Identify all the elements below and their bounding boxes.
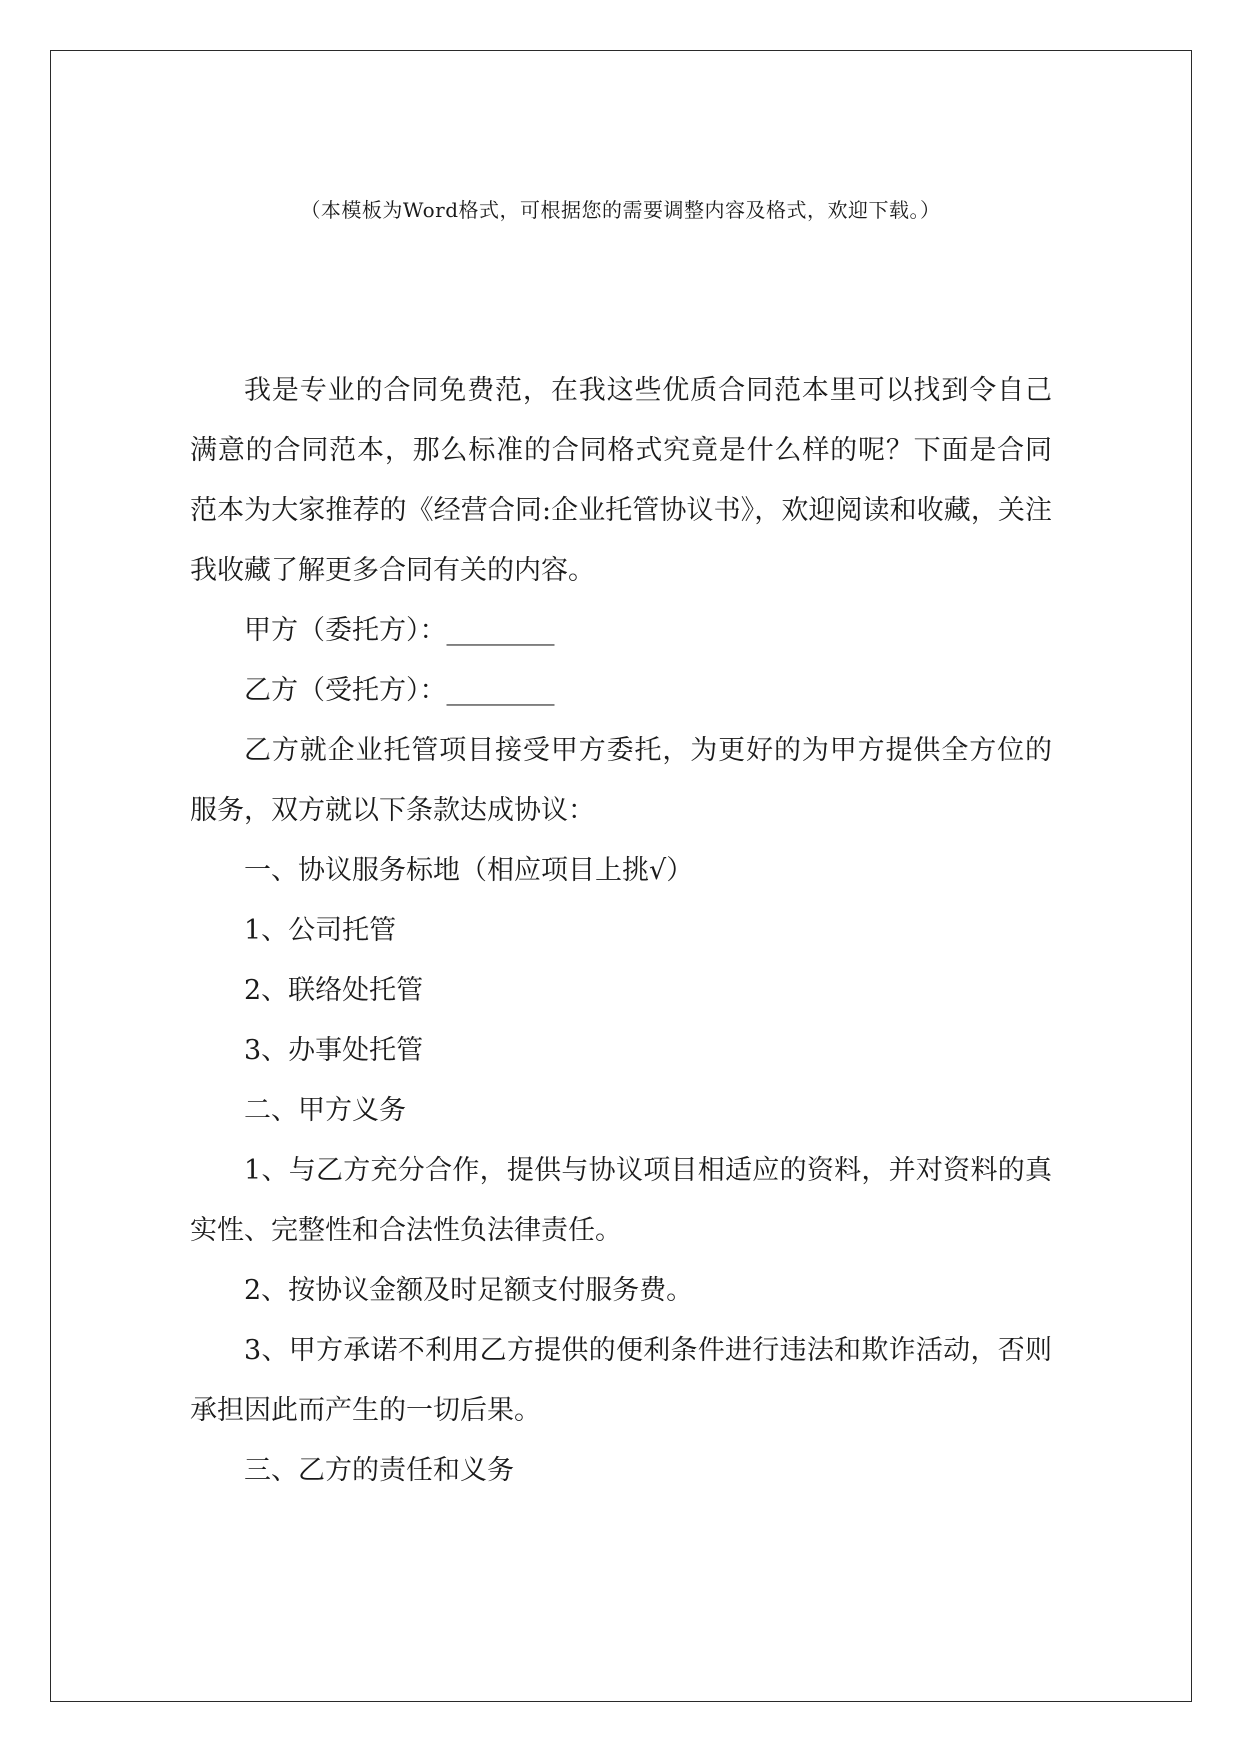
template-notice: （本模板为Word格式，可根据您的需要调整内容及格式，欢迎下载。）	[300, 198, 941, 222]
document-body	[190, 361, 1052, 1501]
party-a-line: 甲方（委托方）：________	[244, 615, 555, 646]
section-heading-1: 一、协议服务标地（相应项目上挑√）	[244, 855, 694, 886]
list-item: 1、公司托管	[244, 915, 397, 946]
intro-paragraph: 我是专业的合同免费范，在我这些优质合同范本里可以找到令自己满意的合同范本，那么标准的合同格式究竟是什么样的呢？下面是合同范本为大家推荐的《经营合同:企业托管协议书》，欢迎阅读和收藏，关注我收藏了解更多合同有关的内容。	[190, 375, 1052, 586]
clause-paragraph: 1、与乙方充分合作，提供与协议项目相适应的资料，并对资料的真实性、完整性和合法性负法律责任。	[190, 1155, 1052, 1246]
section-heading-2: 二、甲方义务	[244, 1095, 406, 1126]
party-b-line: 乙方（受托方）：________	[244, 675, 555, 706]
clause-paragraph: 3、甲方承诺不利用乙方提供的便利条件进行违法和欺诈活动，否则承担因此而产生的一切后果。	[190, 1335, 1052, 1426]
list-item: 2、联络处托管	[244, 975, 424, 1006]
list-item: 3、办事处托管	[244, 1035, 424, 1066]
clause-paragraph: 2、按协议金额及时足额支付服务费。	[244, 1275, 694, 1306]
agreement-preamble: 乙方就企业托管项目接受甲方委托，为更好的为甲方提供全方位的服务，双方就以下条款达成协议：	[190, 735, 1052, 826]
section-heading-3: 三、乙方的责任和义务	[244, 1455, 514, 1486]
